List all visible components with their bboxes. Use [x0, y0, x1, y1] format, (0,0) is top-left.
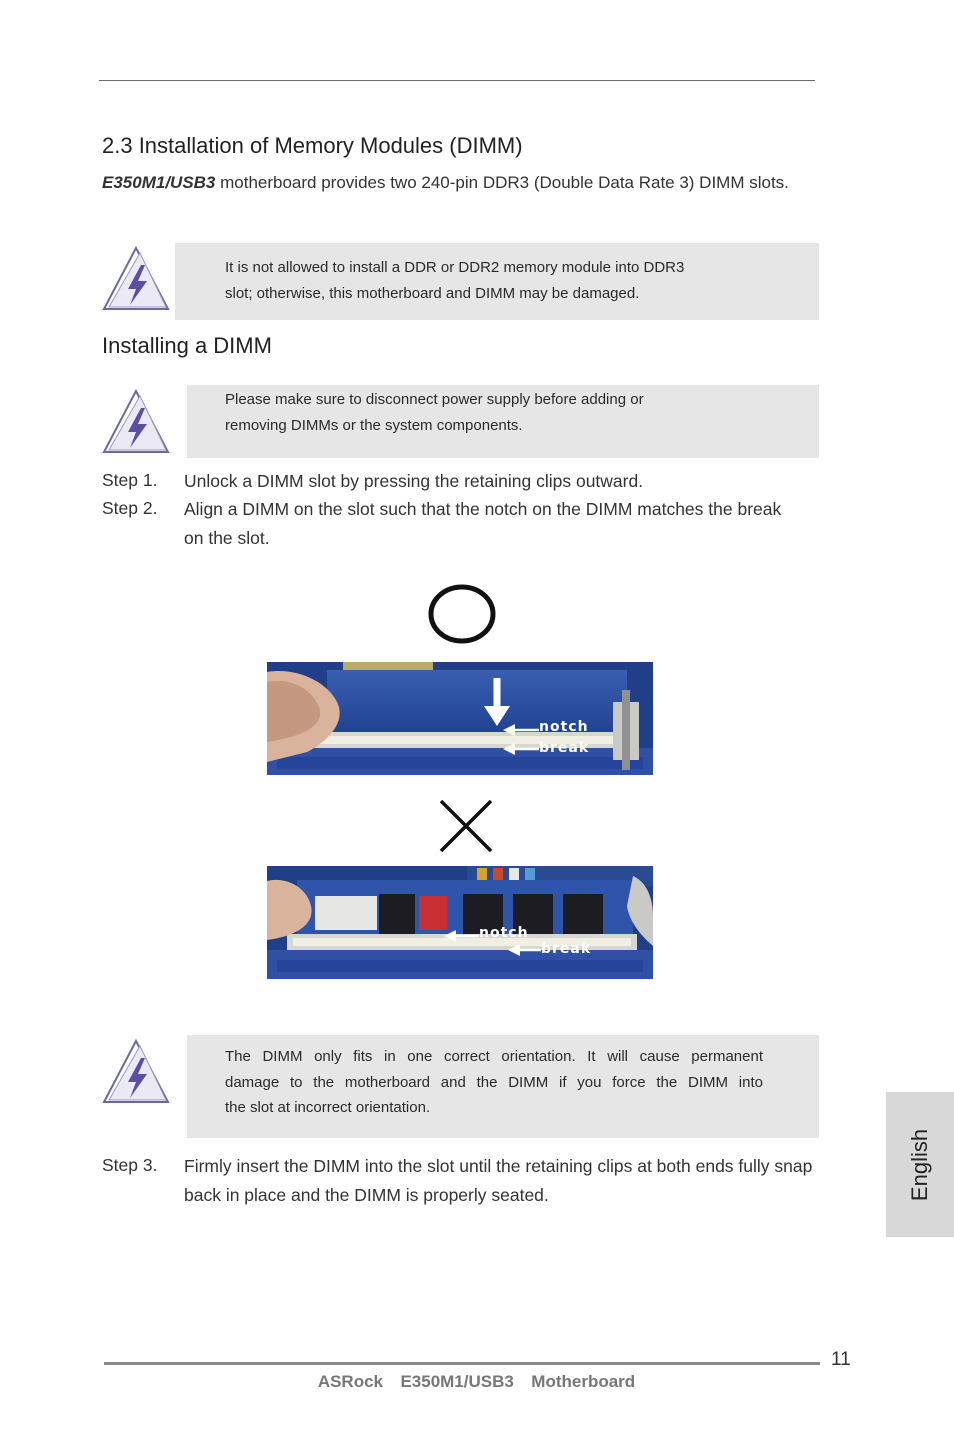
intro-text: motherboard provides two 240-pin DDR3 (Double Data Rate 3) DIMM slots.: [215, 173, 789, 192]
note-box-power: [187, 385, 819, 458]
step-1-text: Unlock a DIMM slot by pressing the retaining clips outward.: [184, 471, 644, 491]
step-2-label: Step 2.: [102, 498, 158, 518]
note-box-ddr3: [175, 243, 819, 320]
language-side-tab: [886, 1092, 954, 1237]
step-3-text: Firmly insert the DIMM into the slot until the retaining clips at both ends fully snap back in place and the DIMM is properly seated.: [184, 1156, 813, 1205]
break-label: break: [541, 941, 592, 957]
step-2-text: Align a DIMM on the slot such that the notch on the DIMM matches the break on the slot.: [184, 499, 782, 548]
footer-rule: [104, 1362, 820, 1365]
note-text: Please make sure to disconnect power supply before adding or removing DIMMs or the system components.: [225, 391, 644, 434]
warning-lightning-icon: [101, 388, 171, 456]
subsection-title: Installing a DIMM: [102, 333, 272, 358]
dimm-incorrect-photo: [267, 866, 653, 979]
step-3-label: Step 3.: [102, 1155, 158, 1175]
model-name: E350M1/USB3: [102, 173, 216, 192]
warning-lightning-icon: [101, 1038, 171, 1106]
header-rule: [99, 80, 815, 81]
language-label: English: [907, 1128, 932, 1201]
intro-paragraph: [102, 168, 818, 197]
section-title: 2.3 Installation of Memory Modules (DIMM): [102, 133, 523, 158]
notch-label: notch: [479, 925, 529, 941]
break-label: break: [539, 740, 590, 756]
note-text: The DIMM only fits in one correct orientation. It will cause permanent damage to the motherboard and the DIMM if you force the DIMM into the slot at incorrect orientation.: [225, 1048, 763, 1116]
note-box-orientation: [187, 1035, 819, 1138]
incorrect-cross-icon: [438, 798, 494, 854]
footer-text: ASRock E350M1/USB3 Motherboard: [317, 1372, 636, 1391]
dimm-correct-photo: [267, 662, 653, 775]
page-number: 11: [831, 1349, 851, 1370]
note-text: It is not allowed to install a DDR or DDR2 memory module into DDR3 slot; otherwise, this motherboard and DIMM may be damaged.: [225, 259, 685, 302]
notch-label: notch: [539, 719, 589, 735]
step-1-label: Step 1.: [102, 470, 158, 490]
warning-lightning-icon: [101, 245, 171, 313]
correct-circle-icon: [428, 584, 496, 644]
